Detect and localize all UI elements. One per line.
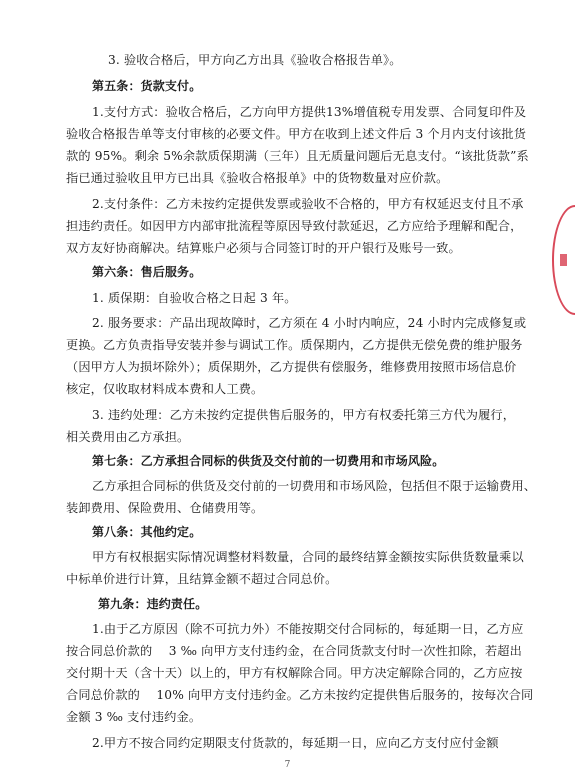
para-line: 更换。乙方负责指导安装并参与调试工作。质保期内，乙方提供无偿免费的维护服务 [66,338,523,352]
page-number: 7 [284,760,291,770]
para-line: 按合同总价款的 3 ‰ 向甲方支付违约金，在合同货款支付时一次性扣除，若超出 [66,644,522,658]
section-heading: 第八条：其他约定。 [92,525,202,539]
para-line: 3. 违约处理：乙方未按约定提供售后服务的，甲方有权委托第三方代为履行， [92,408,516,422]
para-line: 2.甲方不按合同约定期限支付货款的，每延期一日，应向乙方支付应付金额 [92,736,499,750]
para-line: 2.支付条件：乙方未按约定提供发票或验收不合格的，甲方有权延迟支付且不承 [92,197,524,211]
para-line: 双方友好协商解决。结算账户必须与合同签订时的开户银行及账号一致。 [66,241,461,255]
section-heading: 第五条：货款支付。 [92,79,202,93]
para-line: 交付期十天（含十天）以上的，甲方有权解除合同。甲方决定解除合同的，乙方应按 [66,666,523,680]
section-heading: 第七条：乙方承担合同标的供货及交付前的一切费用和市场风险。 [92,454,445,468]
para-line: 1. 质保期：自验收合格之日起 3 年。 [92,291,297,305]
para-line: 3. 验收合格后，甲方向乙方出具《验收合格报告单》。 [108,53,402,67]
para-line: 甲方有权根据实际情况调整材料数量，合同的最终结算金额按实际供货数量乘以 [92,550,524,564]
para-line: 中标单价进行计算，且结算金额不超过合同总价。 [66,572,338,586]
para-line: 款的 95%。剩余 5%余款质保期满（三年）且无质量问题后无息支付。“该批货款”系 [66,149,529,163]
para-line: （因甲方人为损坏除外）；质保期外，乙方提供有偿服务，维修费用按照市场信息价 [66,360,517,374]
para-line: 2. 服务要求：产品出现故障时，乙方须在 4 小时内响应，24 小时内完成修复或 [92,316,527,330]
para-line: 合同总价款的 10% 向甲方支付违约金。乙方未按约定提供售后服务的，按每次合同 [66,688,534,702]
para-line: 验收合格报告单等支付审核的必要文件。甲方在收到上述文件后 3 个月内支付该批货 [66,127,527,141]
para-line: 担违约责任。如因甲方内部审批流程等原因导致付款延迟，乙方应给予理解和配合， [66,219,523,233]
para-line: 核定，仅收取材料成本费和人工费。 [66,382,264,396]
section-heading: 第九条：违约责任。 [98,597,208,611]
section-heading: 第六条：售后服务。 [92,265,202,279]
para-line: 相关费用由乙方承担。 [66,430,190,444]
para-line: 1.由于乙方原因（除不可抗力外）不能按期交付合同标的，每延期一日，乙方应 [92,622,524,636]
para-line: 装卸费用、保险费用、仓储费用等。 [66,501,264,515]
para-line: 1.支付方式：验收合格后，乙方向甲方提供13%增值税专用发票、合同复印件及 [92,105,527,119]
seal-stamp-mark [560,254,567,266]
para-line: 指已通过验收且甲方已出具《验收合格报单》中的货物数量对应价款。 [66,171,449,185]
para-line: 金额 3 ‰ 支付违约金。 [66,710,202,724]
para-line: 乙方承担合同标的供货及交付前的一切费用和市场风险，包括但不限于运输费用、 [92,479,537,493]
